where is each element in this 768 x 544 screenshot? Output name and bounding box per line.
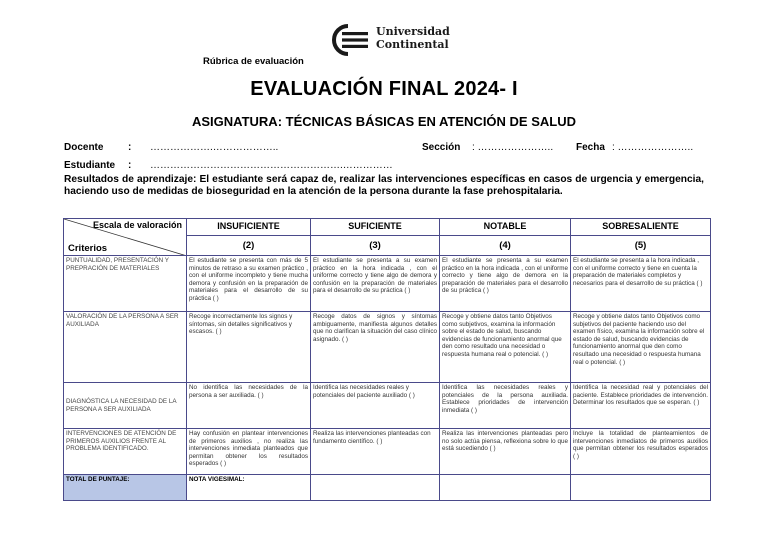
level-score-2: (2) [187, 236, 311, 256]
descriptor-cell[interactable]: El estudiante se presenta a la hora indicada , con el uniforme correcto y tiene en cuenta la preparación de materiales completos y necesarios para el desarrollo de su práctica ( ) [571, 256, 711, 312]
estudiante-colon: : [128, 160, 132, 171]
descriptor-cell[interactable]: Identifica la necesidad real y potenciales del paciente. Establece prioridades de intervención. Determinar los resultados que se esperan. ( ) [571, 383, 711, 429]
seccion-label: Sección [422, 142, 461, 153]
criteria-heading: Criterios [68, 243, 108, 255]
level-score-4: (4) [440, 236, 571, 256]
descriptor-cell[interactable]: Incluye la totalidad de planteamientos de intervenciones inmediatos de primeros auxilios que permitan obtener los resultados esperados ( ) [571, 429, 711, 475]
docente-label: Docente [64, 142, 104, 153]
descriptor-cell[interactable]: Hay confusión en plantear intervenciones de primeros auxilios , no realiza las intervenciones inmediata planteados que permitan obtener los resultados esperados ( ) [187, 429, 311, 475]
descriptor-cell[interactable]: El estudiante se presenta a su examen práctico en la hora indicada , con el uniforme correcto y tiene algo de demora en la preparación de materiales para el desarrollo de su práctica ( ) [440, 256, 571, 312]
criteria-scale-corner [64, 219, 187, 256]
total-score-label: TOTAL DE PUNTAJE: [64, 475, 187, 501]
criterion-cell: INTERVENCIONES DE ATENCIÓN DE PRIMEROS AUXILIOS FRENTE AL PROBLEMA IDENTIFICADO. [64, 429, 187, 475]
total-row [64, 475, 711, 501]
level-name-sobresaliente: SOBRESALIENTE [571, 219, 711, 236]
criterion-cell: PUNTUALIDAD, PRESENTACIÓN Y PREPRACIÓN DE MATERIALES [64, 256, 187, 312]
descriptor-cell[interactable]: Recoge y obtiene datos tanto Objetivos como subjetivos del paciente haciendo uso del examen físico, examina la información sobre el estado de salud, buscando evidencias de funcionamiento anormal que den como resultado una necesidad o respuesta humana real o potencial. ( ) [571, 312, 711, 383]
university-logo [324, 24, 454, 56]
empty-cell [311, 475, 440, 501]
descriptor-cell[interactable]: Identifica las necesidades reales y potenciales del paciente auxiliado ( ) [311, 383, 440, 429]
page-title: EVALUACIÓN FINAL 2024- I [250, 78, 518, 100]
scale-heading: Escala de valoración [92, 220, 182, 230]
table-header-row [64, 219, 711, 236]
descriptor-cell[interactable]: Realiza las intervenciones planteadas con fundamento científico. ( ) [311, 429, 440, 475]
rubric-label: Rúbrica de evaluación [203, 56, 304, 67]
level-name-insuficiente: INSUFICIENTE [187, 219, 311, 236]
level-name-suficiente: SUFICIENTE [311, 219, 440, 236]
descriptor-cell[interactable]: Identifica las necesidades reales y potenciales de la persona auxiliada. Establece prioridades de intervención inmediata ( ) [440, 383, 571, 429]
descriptor-cell[interactable]: Realiza las intervenciones planteadas pero no solo actúa piensa, reflexiona sobre lo que está sucediendo ( ) [440, 429, 571, 475]
fecha-label: Fecha [576, 142, 605, 153]
learning-result: Resultados de aprendizaje: El estudiante será capaz de, realizar las intervenciones específicas en casos de urgencia y emergencia, haciendo uso de medidas de bioseguridad en la atención de la persona durante la fase prehospitalaria. [64, 174, 704, 197]
table-row [64, 429, 711, 475]
descriptor-cell[interactable]: No identifica las necesidades de la persona a ser auxiliada. ( ) [187, 383, 311, 429]
docente-colon: : [128, 142, 132, 153]
level-name-notable: NOTABLE [440, 219, 571, 236]
estudiante-field[interactable]: ………………………………………………….…………… [150, 160, 393, 171]
university-name-line1: Universidad [376, 25, 450, 38]
seccion-field[interactable]: : ………………….. [472, 142, 554, 153]
level-score-5: (5) [571, 236, 711, 256]
subject-title: ASIGNATURA: TÉCNICAS BÁSICAS EN ATENCIÓN DE SALUD [192, 114, 576, 129]
descriptor-cell[interactable]: El estudiante se presenta a su examen práctico en la hora indicada , con el uniforme correcto y tiene algo de demora y confusión en la preparación de materiales para el desarrollo de su práctica ( ) [311, 256, 440, 312]
level-score-3: (3) [311, 236, 440, 256]
table-row [64, 256, 711, 312]
criterion-cell: DIAGNÓSTICA LA NECESIDAD DE LA PERSONA A SER AUXILIADA [64, 383, 187, 429]
empty-cell [571, 475, 711, 501]
descriptor-cell[interactable]: Recoge y obtiene datos tanto Objetivos como subjetivos, examina la información sobre el estado de salud, buscando evidencias de funcionamiento anormal que den como resultado una necesidad o respuesta humana real o potencial. ( ) [440, 312, 571, 383]
university-name-line2: Continental [376, 38, 449, 51]
descriptor-cell[interactable]: Recoge incorrectamente los signos y síntomas, sin detalles significativos y escasos. ( ) [187, 312, 311, 383]
descriptor-cell[interactable]: Recoge datos de signos y síntomas ambiguamente, manifiesta algunos detalles que no clarifican la situación del caso clínico asignado. ( ) [311, 312, 440, 383]
docente-field[interactable]: ……………….……………….. [150, 142, 279, 153]
empty-cell [440, 475, 571, 501]
table-row [64, 312, 711, 383]
final-grade-label: NOTA VIGESIMAL: [187, 475, 311, 501]
table-row [64, 383, 711, 429]
descriptor-cell[interactable]: El estudiante se presenta con más de 5 minutos de retraso a su examen práctico , con el uniforme incompleto y tiene mucha demora y confusión en la preparación de materiales para el desarrollo de su práctica ( ) [187, 256, 311, 312]
estudiante-label: Estudiante [64, 160, 116, 171]
university-emblem-icon [324, 24, 372, 56]
criterion-cell: VALORACIÓN DE LA PERSONA A SER AUXILIADA [64, 312, 187, 383]
fecha-field[interactable]: : ………………….. [612, 142, 694, 153]
rubric-table [63, 218, 711, 501]
